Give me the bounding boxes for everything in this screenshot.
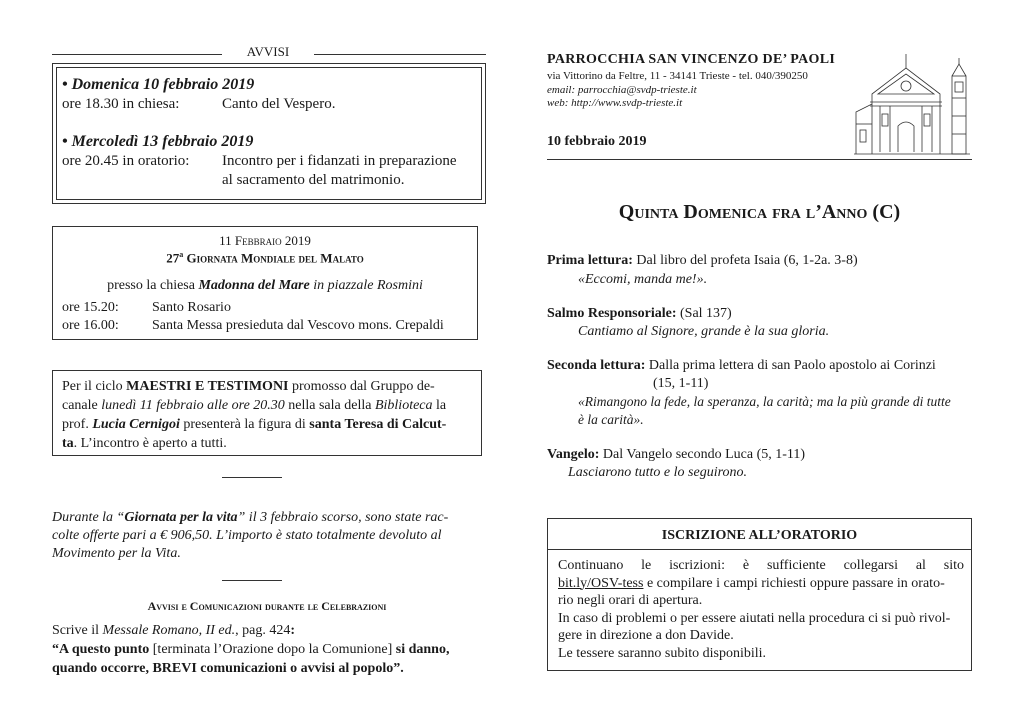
event2-what-line1: Incontro per i fidanzati in preparazione [222, 153, 457, 169]
malato-num: 27 [166, 250, 180, 266]
salmo-text: (Sal 137) [676, 306, 732, 321]
malato-row-1-text: Santo Rosario [152, 300, 231, 315]
prima-label: Prima lettura: [547, 253, 633, 268]
parish-name: PARROCCHIA SAN VINCENZO DE’ PAOLI [547, 52, 836, 67]
parish-address: via Vittorino da Feltre, 11 - 34141 Trieste - tel. 040/390250 [547, 70, 808, 82]
maestri-line-1 [62, 377, 476, 396]
malato-presso-text: presso la chiesa [107, 278, 199, 293]
oratorio-text [558, 557, 964, 662]
maestri-p3: canale [62, 398, 102, 413]
com-l1b: Messale Romano, II ed. [102, 623, 236, 638]
malato-sup: a [179, 250, 184, 259]
malato-title [52, 250, 478, 267]
malato-date [52, 233, 478, 249]
salmo [547, 305, 732, 323]
comunicazioni-text [52, 621, 484, 678]
malato-row-1 [62, 299, 472, 317]
maestri-b2: santa Teresa di Calcut- [309, 417, 447, 432]
maestri-i2: Biblioteca [374, 398, 433, 413]
salmo-label: Salmo Responsoriale: [547, 306, 677, 321]
maestri-text [62, 377, 476, 453]
church-illustration [854, 46, 972, 156]
seconda-quote-2: è la carità». [578, 412, 644, 427]
seconda-text: Dalla prima lettera di san Paolo apostolo ai Corinzi [645, 358, 936, 373]
vangelo-label: Vangelo: [547, 447, 600, 462]
maestri-p8: . L’incontro è aperto a tutti. [73, 436, 227, 451]
com-l1a: Scrive il [52, 623, 103, 638]
event2-what-line2: al sacramento del matrimonio. [222, 172, 405, 188]
separator-2 [222, 580, 282, 581]
oratorio-l2: e compilare i campi richiesti oppure passare in orato- [643, 575, 945, 591]
oratorio-line-2 [558, 575, 964, 593]
malato-place: in piazzale Rosmini [309, 278, 423, 293]
malato-row-1-time: ore 15.20: [62, 300, 119, 315]
event1-what: Canto del Vespero. [222, 96, 336, 112]
vita-line-2: colte offerte pari a € 906,50. L’importo è stato totalmente devoluto al [52, 528, 442, 543]
vita-l1a: Durante la “ [52, 510, 125, 525]
maestri-line-2 [62, 396, 476, 415]
maestri-i1: lunedì 11 febbraio alle ore 20.30 [101, 398, 285, 413]
liturgy-title: Quinta Domenica fra l’Anno (C) [618, 201, 901, 223]
salmo-quote: Cantiamo al Signore, grande è la sua gloria. [578, 324, 830, 339]
prima-lettura [547, 252, 858, 270]
maestri-p6: prof. [62, 417, 93, 432]
comunicazioni-title: Avvisi e Comunicazioni durante le Celebrazioni [147, 599, 387, 613]
header-rule [547, 159, 972, 160]
vangelo-quote: Lasciarono tutto e lo seguirono. [568, 465, 748, 480]
maestri-p4: nella sala della [284, 398, 375, 413]
oratorio-link[interactable]: bit.ly/OSV-tess [558, 575, 644, 591]
prima-quote: «Eccomi, manda me!». [578, 272, 708, 287]
oratorio-line-6: Le tessere saranno subito disponibili. [558, 645, 767, 661]
vita-line-3: Movimento per la Vita. [52, 546, 181, 561]
vita-text [52, 509, 482, 563]
separator-1 [222, 477, 282, 478]
event1-when: ore 18.30 in chiesa: [62, 96, 180, 112]
maestri-line-4 [62, 434, 476, 453]
malato-date-text: 11 Febbraio 2019 [219, 233, 311, 248]
maestri-p7: presenterà la figura di [179, 417, 310, 432]
vangelo-text: Dal Vangelo secondo Luca (5, 1-11) [599, 447, 806, 462]
vangelo [547, 446, 805, 464]
malato-row-2-time: ore 16.00: [62, 318, 119, 333]
bulletin-date: 10 febbraio 2019 [547, 134, 647, 149]
oratorio-title: ISCRIZIONE ALL’ORATORIO [661, 528, 858, 543]
seconda-quote-1: «Rimangono la fede, la speranza, la carità; ma la più grande di tutte [578, 394, 951, 409]
maestri-line-3 [62, 415, 476, 434]
com-l1c: , pag. 424 [235, 623, 291, 638]
maestri-b1: MAESTRI E TESTIMONI [126, 379, 289, 394]
vita-l1c: ” il 3 febbraio scorso, sono state rac- [237, 510, 449, 525]
vita-l1b: Giornata per la vita [124, 510, 238, 525]
com-l2b: [terminata l’Orazione dopo la Comunione] [149, 642, 396, 657]
maestri-bi1: Lucia Cernigoi [92, 417, 180, 432]
comunicazioni-line-2 [52, 640, 484, 659]
oratorio-line-4: In caso di problemi o per essere aiutati nella procedura ci si può rivol- [558, 610, 951, 626]
comunicazioni-line-3: quando occorre, BREVI comunicazioni o avvisi al popolo”. [52, 661, 404, 676]
avvisi-title: AVVISI [246, 44, 290, 59]
avvisi-rule-left [52, 54, 222, 55]
maestri-b3: ta [62, 436, 74, 451]
parish-web: web: http://www.svdp-trieste.it [547, 97, 683, 109]
com-l1d: : [290, 623, 296, 638]
oratorio-line-1: Continuano le iscrizioni: è sufficiente collegarsi al sito [558, 558, 964, 573]
malato-presso [52, 277, 478, 295]
maestri-p1: Per il ciclo [62, 379, 127, 394]
vita-line-1 [52, 509, 482, 527]
malato-row-2-text: Santa Messa presieduta dal Vescovo mons. Crepaldi [152, 318, 444, 333]
comunicazioni-line-1 [52, 621, 484, 640]
seconda-label: Seconda lettura: [547, 358, 646, 373]
oratorio-line-5: gere in direzione a don Davide. [558, 628, 734, 643]
oratorio-line-3: rio negli orari di apertura. [558, 593, 703, 608]
com-l2c: si danno, [395, 642, 450, 657]
maestri-p5: la [432, 398, 447, 413]
event1-date: • Domenica 10 febbraio 2019 [62, 76, 255, 93]
seconda-ref: (15, 1-11) [653, 376, 709, 391]
com-l2a: “A questo punto [52, 642, 150, 657]
maestri-p2: promosso dal Gruppo de- [288, 379, 435, 394]
malato-church: Madonna del Mare [198, 278, 310, 293]
event2-date: • Mercoledì 13 febbraio 2019 [62, 133, 254, 150]
oratorio-rule [547, 549, 972, 550]
malato-row-2 [62, 317, 472, 335]
malato-title-text: Giornata Mondiale del Malato [186, 250, 364, 266]
parish-email: email: parrocchia@svdp-trieste.it [547, 84, 697, 96]
prima-text: Dal libro del profeta Isaia (6, 1-2a. 3-8) [632, 253, 858, 268]
event2-when: ore 20.45 in oratorio: [62, 153, 190, 169]
avvisi-rule-right [314, 54, 486, 55]
seconda-lettura [547, 357, 936, 375]
